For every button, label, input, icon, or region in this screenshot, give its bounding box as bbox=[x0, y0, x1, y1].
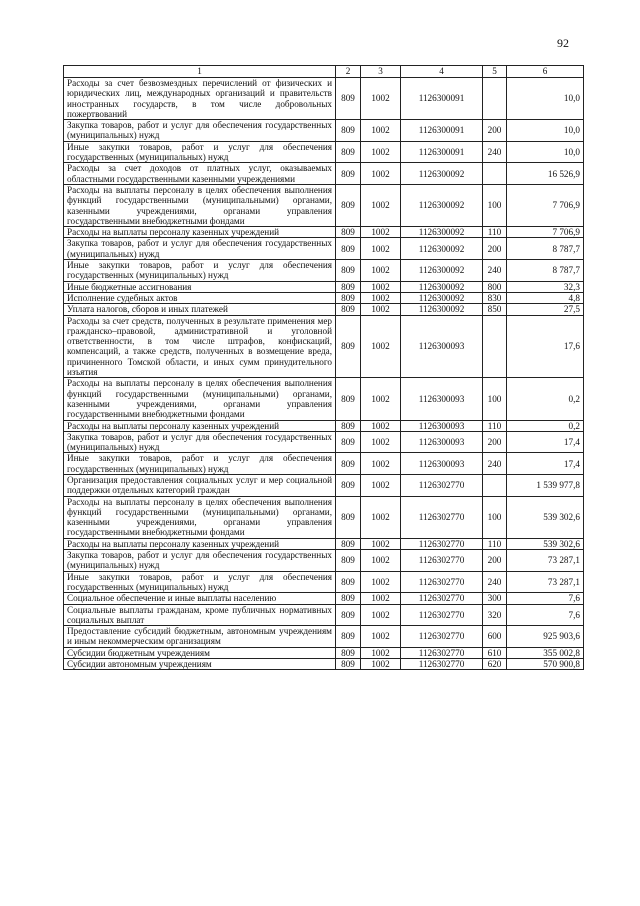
cell-expense-type: 600 bbox=[483, 626, 507, 648]
table-row bbox=[64, 604, 584, 626]
cell-ministry-code: 809 bbox=[336, 647, 361, 658]
cell-description: Расходы за счет средств, полученных в результате применения мер гражданско–правовой, административной и уголовной ответственности, в том числе штрафов, конфискаций, компенсаций, а также средств, полученных в возмещение вреда, причиненного Томской области, и иных сумм принудительного изъятия bbox=[64, 315, 336, 378]
table-row bbox=[64, 571, 584, 593]
cell-description: Иные закупки товаров, работ и услуг для обеспечения государственных (муниципальных) нужд bbox=[64, 260, 336, 282]
cell-ministry-code: 809 bbox=[336, 292, 361, 303]
cell-section-code: 1002 bbox=[361, 304, 401, 315]
cell-amount: 8 787,7 bbox=[507, 238, 584, 260]
table-row bbox=[64, 659, 584, 670]
cell-amount: 4,8 bbox=[507, 292, 584, 303]
cell-description: Расходы на выплаты персоналу в целях обеспечения выполнения функций государственными (муниципальными) органами, казенными учреждениями, органами управления государственными внебюджетными фондами bbox=[64, 378, 336, 420]
cell-expense-type: 620 bbox=[483, 659, 507, 670]
cell-description: Закупка товаров, работ и услуг для обеспечения государственных (муниципальных) нужд bbox=[64, 550, 336, 572]
cell-ministry-code: 809 bbox=[336, 184, 361, 226]
cell-target-article: 1126300091 bbox=[401, 141, 483, 163]
cell-description: Закупка товаров, работ и услуг для обеспечения государственных (муниципальных) нужд bbox=[64, 238, 336, 260]
cell-ministry-code: 809 bbox=[336, 431, 361, 453]
table-row bbox=[64, 163, 584, 185]
cell-section-code: 1002 bbox=[361, 141, 401, 163]
cell-section-code: 1002 bbox=[361, 453, 401, 475]
cell-description: Расходы на выплаты персоналу в целях обеспечения выполнения функций государственными (муниципальными) органами, казенными учреждениями, органами управления государственными внебюджетными фондами bbox=[64, 496, 336, 538]
cell-ministry-code: 809 bbox=[336, 571, 361, 593]
cell-section-code: 1002 bbox=[361, 227, 401, 238]
cell-section-code: 1002 bbox=[361, 120, 401, 142]
cell-target-article: 1126300092 bbox=[401, 238, 483, 260]
table-row bbox=[64, 227, 584, 238]
cell-section-code: 1002 bbox=[361, 431, 401, 453]
cell-description: Закупка товаров, работ и услуг для обеспечения государственных (муниципальных) нужд bbox=[64, 120, 336, 142]
cell-description: Расходы за счет безвозмездных перечислений от физических и юридических лиц, международных организаций и правительств иностранных государств, в том числе добровольных пожертвований bbox=[64, 78, 336, 120]
cell-amount: 539 302,6 bbox=[507, 496, 584, 538]
table-row bbox=[64, 304, 584, 315]
cell-ministry-code: 809 bbox=[336, 78, 361, 120]
cell-ministry-code: 809 bbox=[336, 227, 361, 238]
table-row bbox=[64, 550, 584, 572]
cell-description: Социальное обеспечение и иные выплаты населению bbox=[64, 593, 336, 604]
table-row bbox=[64, 78, 584, 120]
cell-ministry-code: 809 bbox=[336, 260, 361, 282]
cell-expense-type: 200 bbox=[483, 550, 507, 572]
cell-amount: 10,0 bbox=[507, 78, 584, 120]
cell-target-article: 1126300092 bbox=[401, 163, 483, 185]
cell-description: Иные закупки товаров, работ и услуг для обеспечения государственных (муниципальных) нужд bbox=[64, 141, 336, 163]
table-row bbox=[64, 238, 584, 260]
cell-target-article: 1126300093 bbox=[401, 431, 483, 453]
cell-target-article: 1126300092 bbox=[401, 260, 483, 282]
cell-amount: 355 002,8 bbox=[507, 647, 584, 658]
cell-expense-type: 240 bbox=[483, 571, 507, 593]
cell-section-code: 1002 bbox=[361, 315, 401, 378]
table-row bbox=[64, 474, 584, 496]
cell-expense-type: 100 bbox=[483, 496, 507, 538]
cell-expense-type bbox=[483, 474, 507, 496]
cell-amount: 0,2 bbox=[507, 420, 584, 431]
cell-description: Иные закупки товаров, работ и услуг для обеспечения государственных (муниципальных) нужд bbox=[64, 453, 336, 475]
cell-ministry-code: 809 bbox=[336, 163, 361, 185]
cell-target-article: 1126302770 bbox=[401, 538, 483, 549]
cell-target-article: 1126300093 bbox=[401, 378, 483, 420]
cell-description: Иные закупки товаров, работ и услуг для обеспечения государственных (муниципальных) нужд bbox=[64, 571, 336, 593]
cell-amount: 16 526,9 bbox=[507, 163, 584, 185]
cell-expense-type bbox=[483, 315, 507, 378]
cell-ministry-code: 809 bbox=[336, 420, 361, 431]
cell-ministry-code: 809 bbox=[336, 281, 361, 292]
cell-amount: 7,6 bbox=[507, 604, 584, 626]
cell-description: Социальные выплаты гражданам, кроме публичных нормативных социальных выплат bbox=[64, 604, 336, 626]
table-row bbox=[64, 120, 584, 142]
cell-section-code: 1002 bbox=[361, 78, 401, 120]
cell-section-code: 1002 bbox=[361, 571, 401, 593]
cell-ministry-code: 809 bbox=[336, 474, 361, 496]
cell-amount: 539 302,6 bbox=[507, 538, 584, 549]
cell-section-code: 1002 bbox=[361, 474, 401, 496]
budget-table bbox=[63, 65, 584, 670]
cell-expense-type: 200 bbox=[483, 120, 507, 142]
cell-expense-type: 610 bbox=[483, 647, 507, 658]
cell-target-article: 1126302770 bbox=[401, 571, 483, 593]
cell-amount: 925 903,6 bbox=[507, 626, 584, 648]
cell-ministry-code: 809 bbox=[336, 593, 361, 604]
cell-description: Субсидии автономным учреждениям bbox=[64, 659, 336, 670]
cell-target-article: 1126300091 bbox=[401, 120, 483, 142]
table-header-row bbox=[64, 66, 584, 78]
cell-description: Расходы за счет доходов от платных услуг, оказываемых областными государственными казенными учреждениями bbox=[64, 163, 336, 185]
cell-expense-type: 110 bbox=[483, 538, 507, 549]
header-cell: 2 bbox=[336, 66, 361, 78]
cell-ministry-code: 809 bbox=[336, 453, 361, 475]
cell-target-article: 1126302770 bbox=[401, 550, 483, 572]
cell-expense-type: 100 bbox=[483, 378, 507, 420]
cell-ministry-code: 809 bbox=[336, 120, 361, 142]
cell-description: Иные бюджетные ассигнования bbox=[64, 281, 336, 292]
cell-description: Расходы на выплаты персоналу в целях обеспечения выполнения функций государственными (муниципальными) органами, казенными учреждениями, органами управления государственными внебюджетными фондами bbox=[64, 184, 336, 226]
cell-expense-type bbox=[483, 163, 507, 185]
cell-ministry-code: 809 bbox=[336, 659, 361, 670]
cell-section-code: 1002 bbox=[361, 604, 401, 626]
cell-section-code: 1002 bbox=[361, 238, 401, 260]
header-cell: 3 bbox=[361, 66, 401, 78]
cell-section-code: 1002 bbox=[361, 420, 401, 431]
cell-target-article: 1126300093 bbox=[401, 420, 483, 431]
cell-target-article: 1126300093 bbox=[401, 315, 483, 378]
cell-target-article: 1126300091 bbox=[401, 78, 483, 120]
cell-section-code: 1002 bbox=[361, 550, 401, 572]
cell-expense-type: 800 bbox=[483, 281, 507, 292]
cell-expense-type: 110 bbox=[483, 420, 507, 431]
cell-amount: 10,0 bbox=[507, 120, 584, 142]
table-row bbox=[64, 593, 584, 604]
cell-target-article: 1126302770 bbox=[401, 659, 483, 670]
cell-target-article: 1126300092 bbox=[401, 227, 483, 238]
cell-section-code: 1002 bbox=[361, 281, 401, 292]
cell-expense-type bbox=[483, 78, 507, 120]
cell-expense-type: 110 bbox=[483, 227, 507, 238]
cell-amount: 7 706,9 bbox=[507, 227, 584, 238]
cell-section-code: 1002 bbox=[361, 659, 401, 670]
table-row bbox=[64, 260, 584, 282]
cell-section-code: 1002 bbox=[361, 626, 401, 648]
cell-ministry-code: 809 bbox=[336, 626, 361, 648]
cell-target-article: 1126302770 bbox=[401, 626, 483, 648]
cell-ministry-code: 809 bbox=[336, 304, 361, 315]
cell-amount: 17,4 bbox=[507, 453, 584, 475]
table-row bbox=[64, 496, 584, 538]
cell-expense-type: 830 bbox=[483, 292, 507, 303]
cell-target-article: 1126302770 bbox=[401, 474, 483, 496]
cell-ministry-code: 809 bbox=[336, 550, 361, 572]
cell-ministry-code: 809 bbox=[336, 538, 361, 549]
cell-expense-type: 300 bbox=[483, 593, 507, 604]
cell-description: Расходы на выплаты персоналу казенных учреждений bbox=[64, 538, 336, 549]
table-row bbox=[64, 315, 584, 378]
table-row bbox=[64, 453, 584, 475]
table-body bbox=[64, 66, 584, 670]
header-cell: 5 bbox=[483, 66, 507, 78]
cell-section-code: 1002 bbox=[361, 163, 401, 185]
cell-section-code: 1002 bbox=[361, 292, 401, 303]
table-row bbox=[64, 420, 584, 431]
cell-amount: 7 706,9 bbox=[507, 184, 584, 226]
header-cell: 4 bbox=[401, 66, 483, 78]
cell-description: Исполнение судебных актов bbox=[64, 292, 336, 303]
cell-description: Субсидии бюджетным учреждениям bbox=[64, 647, 336, 658]
table-row bbox=[64, 281, 584, 292]
cell-target-article: 1126302770 bbox=[401, 604, 483, 626]
cell-amount: 17,6 bbox=[507, 315, 584, 378]
cell-target-article: 1126302770 bbox=[401, 593, 483, 604]
cell-expense-type: 850 bbox=[483, 304, 507, 315]
cell-expense-type: 240 bbox=[483, 141, 507, 163]
cell-expense-type: 320 bbox=[483, 604, 507, 626]
cell-amount: 8 787,7 bbox=[507, 260, 584, 282]
cell-target-article: 1126300092 bbox=[401, 292, 483, 303]
table-row bbox=[64, 538, 584, 549]
table-row bbox=[64, 647, 584, 658]
cell-description: Предоставление субсидий бюджетным, автономным учреждениям и иным некоммерческим организациям bbox=[64, 626, 336, 648]
cell-amount: 32,3 bbox=[507, 281, 584, 292]
cell-description: Расходы на выплаты персоналу казенных учреждений bbox=[64, 420, 336, 431]
cell-expense-type: 200 bbox=[483, 431, 507, 453]
cell-description: Закупка товаров, работ и услуг для обеспечения государственных (муниципальных) нужд bbox=[64, 431, 336, 453]
cell-ministry-code: 809 bbox=[336, 315, 361, 378]
cell-ministry-code: 809 bbox=[336, 238, 361, 260]
cell-target-article: 1126300093 bbox=[401, 453, 483, 475]
cell-expense-type: 200 bbox=[483, 238, 507, 260]
cell-amount: 570 900,8 bbox=[507, 659, 584, 670]
cell-section-code: 1002 bbox=[361, 496, 401, 538]
cell-expense-type: 240 bbox=[483, 453, 507, 475]
cell-target-article: 1126300092 bbox=[401, 281, 483, 292]
cell-amount: 27,5 bbox=[507, 304, 584, 315]
table-row bbox=[64, 626, 584, 648]
cell-ministry-code: 809 bbox=[336, 604, 361, 626]
table-row bbox=[64, 431, 584, 453]
cell-target-article: 1126302770 bbox=[401, 496, 483, 538]
cell-description: Расходы на выплаты персоналу казенных учреждений bbox=[64, 227, 336, 238]
cell-target-article: 1126302770 bbox=[401, 647, 483, 658]
table-row bbox=[64, 184, 584, 226]
cell-section-code: 1002 bbox=[361, 260, 401, 282]
cell-amount: 7,6 bbox=[507, 593, 584, 604]
cell-amount: 1 539 977,8 bbox=[507, 474, 584, 496]
cell-description: Уплата налогов, сборов и иных платежей bbox=[64, 304, 336, 315]
cell-amount: 73 287,1 bbox=[507, 550, 584, 572]
cell-target-article: 1126300092 bbox=[401, 304, 483, 315]
header-cell: 6 bbox=[507, 66, 584, 78]
cell-section-code: 1002 bbox=[361, 184, 401, 226]
cell-amount: 73 287,1 bbox=[507, 571, 584, 593]
cell-section-code: 1002 bbox=[361, 538, 401, 549]
cell-ministry-code: 809 bbox=[336, 496, 361, 538]
cell-section-code: 1002 bbox=[361, 647, 401, 658]
cell-ministry-code: 809 bbox=[336, 378, 361, 420]
cell-section-code: 1002 bbox=[361, 593, 401, 604]
cell-amount: 0,2 bbox=[507, 378, 584, 420]
table-row bbox=[64, 141, 584, 163]
cell-ministry-code: 809 bbox=[336, 141, 361, 163]
table-row bbox=[64, 292, 584, 303]
header-cell: 1 bbox=[64, 66, 336, 78]
cell-amount: 17,4 bbox=[507, 431, 584, 453]
table-row bbox=[64, 378, 584, 420]
cell-target-article: 1126300092 bbox=[401, 184, 483, 226]
cell-description: Организация предоставления социальных услуг и мер социальной поддержки отдельных категорий граждан bbox=[64, 474, 336, 496]
page-number: 92 bbox=[557, 36, 569, 50]
cell-amount: 10,0 bbox=[507, 141, 584, 163]
cell-expense-type: 100 bbox=[483, 184, 507, 226]
cell-section-code: 1002 bbox=[361, 378, 401, 420]
cell-expense-type: 240 bbox=[483, 260, 507, 282]
